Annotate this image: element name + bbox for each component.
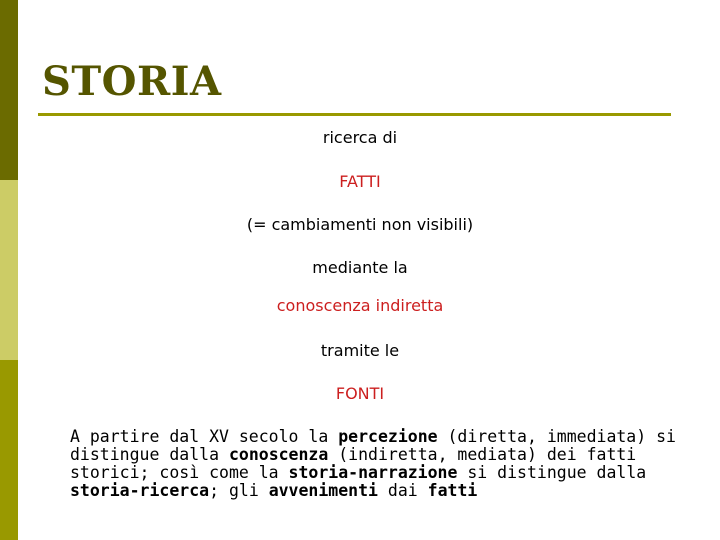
para-text-6: dai [377, 481, 428, 500]
term-storia-ricerca: storia-ricerca [70, 481, 210, 500]
line-ricerca-di: ricerca di [322, 128, 398, 147]
para-text-3: (indiretta, mediata) dei fatti storici; così come la [70, 445, 637, 482]
term-percezione: percezione [338, 427, 438, 446]
line-fonti: FONTI [335, 384, 385, 403]
line-conoscenza-indiretta: conoscenza indiretta [276, 296, 444, 315]
body-paragraph [70, 428, 680, 500]
line-tramite-le: tramite le [320, 341, 400, 360]
line-fatti: FATTI [339, 172, 381, 191]
term-conoscenza: conoscenza [228, 445, 329, 464]
para-text-2: (diretta, immediata) si distingue dalla [70, 427, 676, 464]
para-text-4: si distingue dalla [457, 463, 647, 482]
term-avvenimenti: avvenimenti [268, 481, 378, 500]
slide-title: STORIA [42, 58, 222, 105]
sidebar-segment-top [0, 0, 18, 180]
term-fatti: fatti [427, 481, 478, 500]
para-text-1: A partire dal XV secolo la [70, 427, 339, 446]
line-mediante-la: mediante la [312, 258, 408, 277]
line-cambiamenti: (= cambiamenti non visibili) [246, 215, 474, 234]
para-text-5: ; gli [209, 481, 269, 500]
title-underline [38, 113, 671, 116]
term-storia-narrazione: storia-narrazione [288, 463, 458, 482]
